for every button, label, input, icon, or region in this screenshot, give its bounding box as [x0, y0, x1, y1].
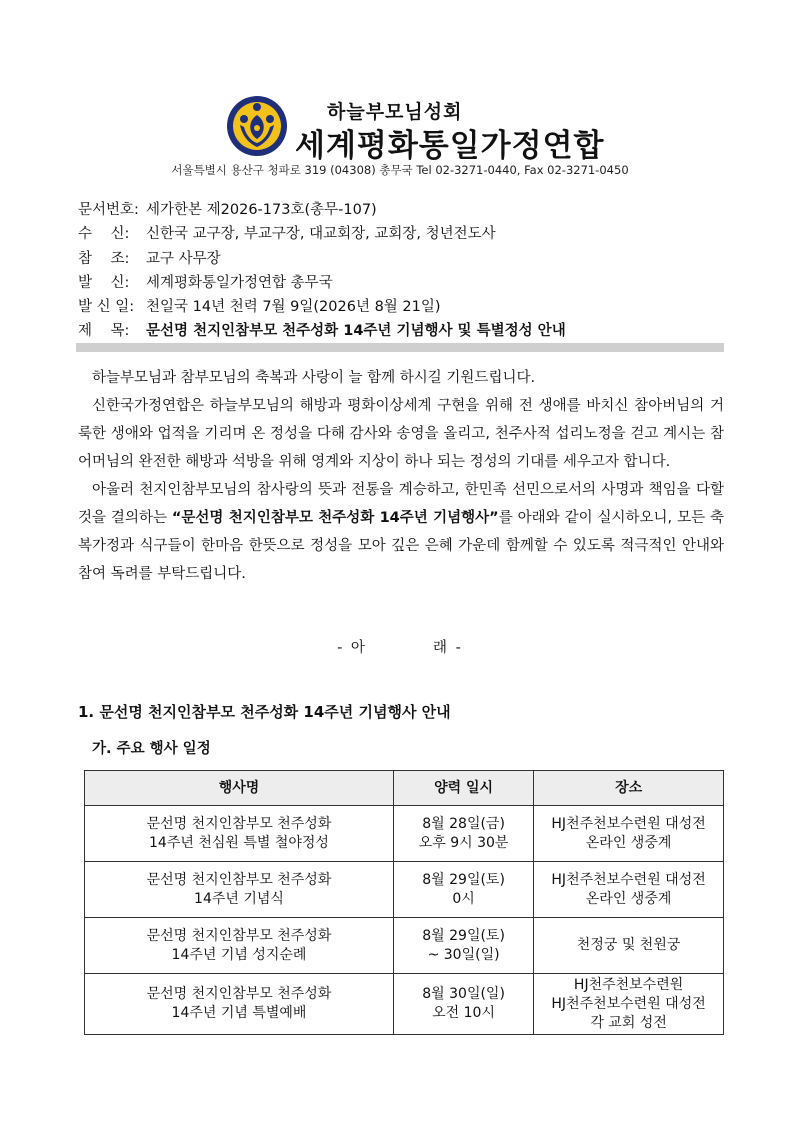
meta-subject [78, 319, 566, 343]
cell-line: ~ 30일(일) [427, 946, 500, 963]
body-paragraph-3-lead: 아울러 천지인참부모님의 참사랑의 뜻과 전통을 계승하고, 한민족 선민으로서의 사명과 책임을 다할 것을 결의하는 [78, 482, 724, 526]
table-row [85, 806, 724, 862]
cell-line: 0시 [452, 890, 475, 907]
event-date-cell [393, 974, 533, 1035]
section-divider [76, 343, 724, 352]
cell-line: 14주년 기념 성지순례 [171, 946, 307, 963]
body-paragraph-3-tail: 를 아래와 같이 실시하오니, 모든 축복가정과 식구들이 한마음 한뜻으로 정성을 모아 깊은 은혜 가운데 함께할 수 있도록 적극적인 안내와 참여 독려를 부탁드립니다. [78, 510, 725, 582]
table-row [85, 918, 724, 974]
meta-value: 세계평화통일가정연합 총무국 [146, 274, 333, 291]
header-date: 양력 일시 [393, 771, 533, 806]
meta-value: 천일국 14년 천력 7월 9일(2026년 8월 21일) [146, 299, 441, 316]
header-place: 장소 [534, 771, 724, 806]
cell-line: 8월 28일(금) [422, 815, 505, 832]
cell-line: 14주년 천심원 특별 철야정성 [149, 834, 329, 851]
cell-line: 8월 30일(일) [422, 986, 505, 1002]
document-meta [78, 198, 566, 344]
meta-value: 교구 사무장 [146, 250, 221, 267]
event-schedule-table [84, 770, 724, 1035]
event-name-cell [85, 862, 394, 918]
meta-label: 참 조: [78, 250, 130, 267]
cell-line: HJ천주천보수련원 대성전 [551, 815, 706, 832]
cell-line: 오후 9시 30분 [418, 834, 509, 851]
meta-label: 발 신 일: [78, 299, 135, 316]
event-date-cell [393, 918, 533, 974]
cell-line: 각 교회 성전 [590, 1014, 667, 1031]
meta-recipient [78, 222, 566, 246]
table-row [85, 974, 724, 1035]
event-date-cell [393, 806, 533, 862]
meta-sender [78, 271, 566, 295]
cell-line: 문선명 천지인참부모 천주성화 [146, 986, 332, 1002]
cell-line: HJ천주천보수련원 대성전 [551, 871, 706, 888]
event-place-cell [534, 862, 724, 918]
cell-line: 천정궁 및 천원궁 [576, 937, 681, 953]
org-sub-title: 하늘부모님성회 [327, 101, 463, 123]
meta-label: 수 신: [78, 226, 130, 243]
body-paragraph-3 [78, 476, 724, 588]
event-name-cell [85, 974, 394, 1035]
notice-marker: - 아 래 - [337, 640, 463, 656]
meta-label: 발 신: [78, 274, 130, 291]
cell-line: 14주년 기념식 [194, 890, 284, 907]
cell-line: HJ천주천보수련원 대성전 [551, 995, 706, 1012]
cell-line: 8월 29일(토) [422, 927, 505, 944]
event-place-cell [534, 806, 724, 862]
event-place-cell [534, 974, 724, 1035]
section-title: 1. 문선명 천지인참부모 천주성화 14주년 기념행사 안내 [78, 703, 451, 721]
meta-label: 제 목: [78, 323, 130, 340]
event-date-cell [393, 862, 533, 918]
meta-value: 신한국 교구장, 부교구장, 대교회장, 교회장, 청년전도사 [146, 226, 496, 243]
event-title-emphasis: “문선명 천지인참부모 천주성화 14주년 기념행사” [171, 510, 499, 526]
event-place-cell [534, 918, 724, 974]
meta-label: 문서번호: [78, 202, 139, 218]
event-name-cell [85, 806, 394, 862]
body-paragraph-2: 신한국가정연합은 하늘부모님의 해방과 평화이상세계 구현을 위해 전 생애를 바치신 참아버님의 거룩한 생애와 업적을 기리며 온 정성을 다해 감사와 송영을 올리고, 천주사적 섭리노정을 걷고 계시는 참어머님의 완전한 해방과 석방을 위해 영계와 지상이 하나 되는 정성의 기대를 세우고자 합니다. [78, 398, 724, 470]
cell-line: 온라인 생중계 [585, 890, 672, 907]
meta-reference [78, 247, 566, 271]
letter-body [78, 364, 724, 588]
header-event-name: 행사명 [85, 771, 394, 806]
cell-line: 문선명 천지인참부모 천주성화 [146, 815, 332, 832]
cell-line: HJ천주천보수련원 [573, 976, 684, 993]
cell-line: 문선명 천지인참부모 천주성화 [146, 927, 332, 944]
cell-line: 8월 29일(토) [422, 871, 505, 888]
event-name-cell [85, 918, 394, 974]
meta-send-date [78, 295, 566, 319]
body-paragraph-1: 하늘부모님과 참부모님의 축복과 사랑이 늘 함께 하시길 기원드립니다. [92, 370, 536, 386]
table-row [85, 862, 724, 918]
org-address: 서울특별시 용산구 청파로 319 (04308) 총무국 Tel 02-3271-0440, Fax 02-3271-0450 [171, 163, 629, 177]
cell-line: 14주년 기념 특별예배 [171, 1005, 307, 1021]
unification-emblem-icon [226, 95, 288, 157]
cell-line: 문선명 천지인참부모 천주성화 [146, 871, 332, 888]
subsection-title: 가. 주요 행사 일정 [92, 741, 211, 757]
org-main-title: 세계평화통일가정연합 [295, 128, 605, 164]
meta-value: 문선명 천지인참부모 천주성화 14주년 기념행사 및 특별정성 안내 [146, 323, 566, 340]
cell-line: 오전 10시 [432, 1005, 495, 1021]
meta-doc-number [78, 198, 566, 222]
meta-value: 세가한본 제2026-173호(총무-107) [146, 202, 377, 218]
cell-line: 온라인 생중계 [585, 834, 672, 851]
table-header-row [85, 771, 724, 806]
